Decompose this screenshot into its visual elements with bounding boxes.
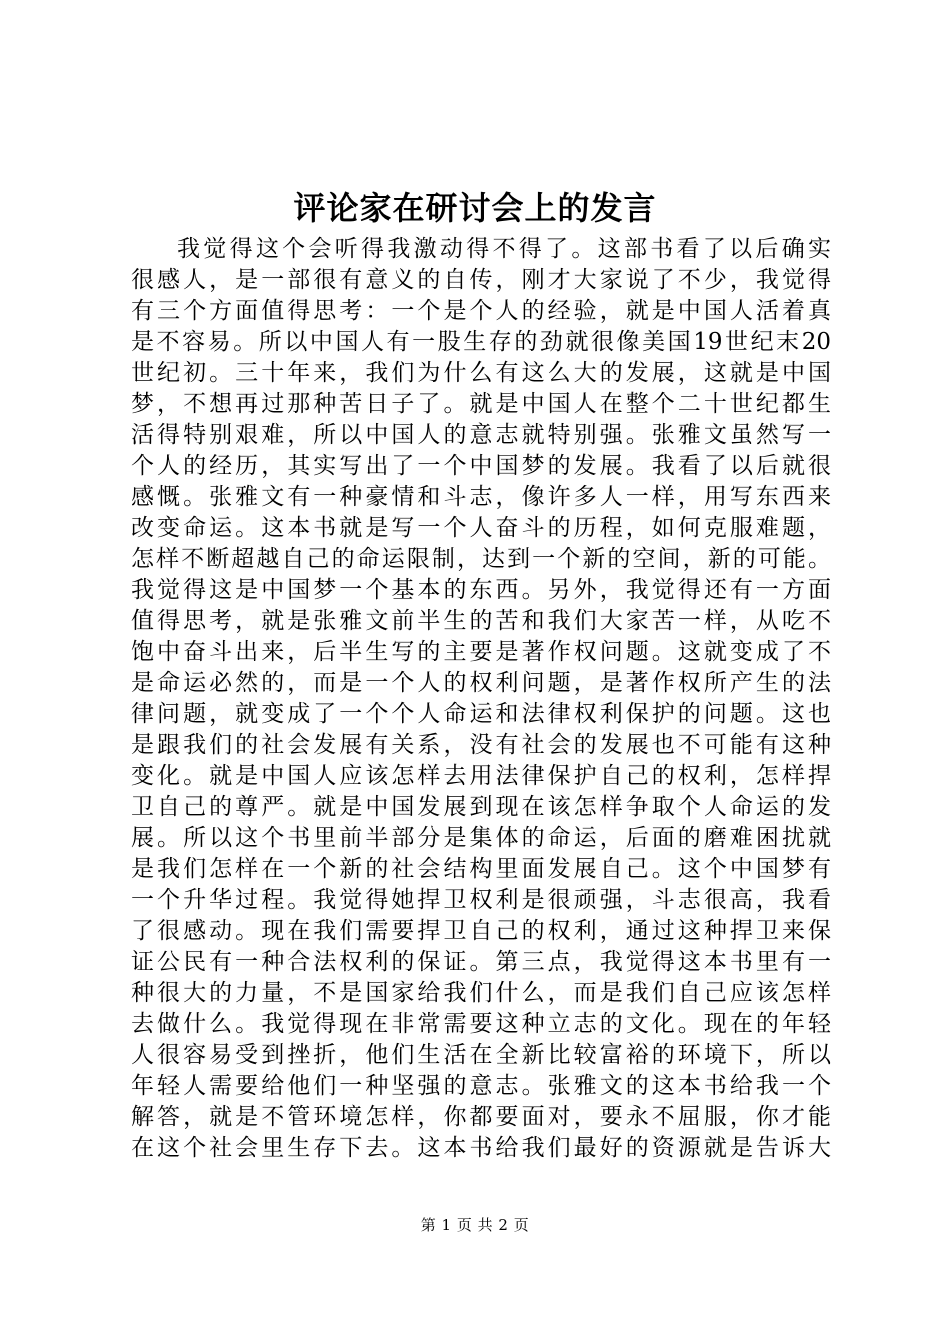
text-line: 感慨。张雅文有一种豪情和斗志，像许多人一样，用写东西来 — [131, 484, 831, 510]
body-paragraph — [131, 234, 831, 1164]
text-line: 在这个社会里生存下去。这本书给我们最好的资源就是告诉大 — [131, 1135, 831, 1161]
text-line: 活得特别艰难，所以中国人的意志就特别强。张雅文虽然写一 — [131, 422, 831, 448]
text-line: 年轻人需要给他们一种坚强的意志。张雅文的这本书给我一个 — [131, 1073, 831, 1099]
text-line: 解答，就是不管环境怎样，你都要面对，要永不屈服，你才能 — [131, 1104, 831, 1130]
text-line: 值得思考，就是张雅文前半生的苦和我们大家苦一样，从吃不 — [131, 608, 831, 634]
text-line: 个人的经历，其实写出了一个中国梦的发展。我看了以后就很 — [131, 453, 831, 479]
text-line: 是命运必然的，而是一个人的权利问题，是著作权所产生的法 — [131, 670, 831, 696]
text-line: 有三个方面值得思考：一个是个人的经验，就是中国人活着真 — [131, 298, 831, 324]
text-line: 人很容易受到挫折，他们生活在全新比较富裕的环境下，所以 — [131, 1042, 831, 1068]
text-line: 怎样不断超越自己的命运限制，达到一个新的空间，新的可能。 — [131, 546, 831, 572]
text-line: 变化。就是中国人应该怎样去用法律保护自己的权利，怎样捍 — [131, 763, 831, 789]
text-line: 去做什么。我觉得现在非常需要这种立志的文化。现在的年轻 — [131, 1011, 831, 1037]
text-line: 是不容易。所以中国人有一股生存的劲就很像美国19世纪末20 — [131, 329, 831, 355]
text-line: 了很感动。现在我们需要捍卫自己的权利，通过这种捍卫来保 — [131, 918, 831, 944]
text-line: 一个升华过程。我觉得她捍卫权利是很顽强，斗志很高，我看 — [131, 887, 831, 913]
text-line: 证公民有一种合法权利的保证。第三点，我觉得这本书里有一 — [131, 949, 831, 975]
page-number-footer: 第 1 页 共 2 页 — [420, 1216, 530, 1234]
document-title: 评论家在研讨会上的发言 — [293, 189, 657, 227]
text-line: 是我们怎样在一个新的社会结构里面发展自己。这个中国梦有 — [131, 856, 831, 882]
text-line: 梦，不想再过那种苦日子了。就是中国人在整个二十世纪都生 — [131, 391, 831, 417]
text-line: 种很大的力量，不是国家给我们什么，而是我们自己应该怎样 — [131, 980, 831, 1006]
text-line: 改变命运。这本书就是写一个人奋斗的历程，如何克服难题， — [131, 515, 831, 541]
text-line: 世纪初。三十年来，我们为什么有这么大的发展，这就是中国 — [131, 360, 831, 386]
text-line: 展。所以这个书里前半部分是集体的命运，后面的磨难困扰就 — [131, 825, 831, 851]
text-line: 我觉得这个会听得我激动得不得了。这部书看了以后确实 — [177, 236, 831, 262]
text-line: 我觉得这是中国梦一个基本的东西。另外，我觉得还有一方面 — [131, 577, 831, 603]
text-line: 律问题，就变成了一个个人命运和法律权利保护的问题。这也 — [131, 701, 831, 727]
text-line: 是跟我们的社会发展有关系，没有社会的发展也不可能有这种 — [131, 732, 831, 758]
text-line: 很感人，是一部很有意义的自传，刚才大家说了不少，我觉得 — [131, 267, 831, 293]
text-line: 饱中奋斗出来，后半生写的主要是著作权问题。这就变成了不 — [131, 639, 831, 665]
text-line: 卫自己的尊严。就是中国发展到现在该怎样争取个人命运的发 — [131, 794, 831, 820]
